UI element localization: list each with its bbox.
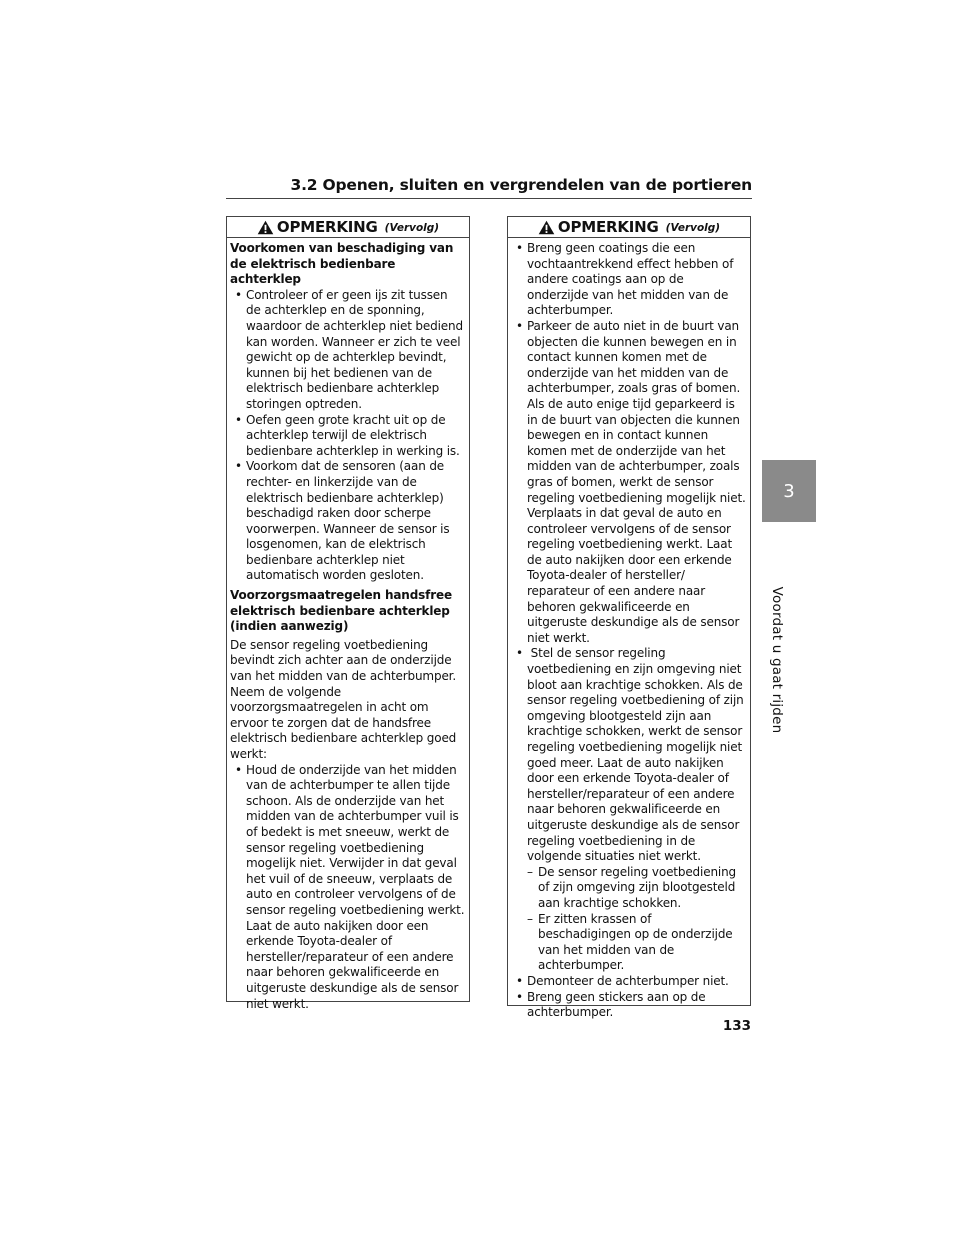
header-rule <box>226 198 752 199</box>
bullet-list <box>230 763 465 1013</box>
note-title: OPMERKING <box>557 218 659 236</box>
note-continued: (Vervolg) <box>384 222 440 234</box>
dash-list <box>527 865 746 974</box>
note-box-left <box>226 216 470 1011</box>
list-item: • Voorkom dat de sensoren (aan de rechter- en linkerzijde van de elektrisch bedienbare achterklep) beschadigd raken door scherpe voorwerpen. Wanneer de sensor is losgenomen, kan de elektrisch bedienbare achterklep niet automatisch worden gesloten. <box>230 459 465 584</box>
note-header <box>508 217 750 238</box>
list-item: • Breng geen stickers aan op de achterbumper. <box>511 990 746 1021</box>
subheading: Voorzorgsmaatregelen handsfree elektrisch bedienbare achterklep (indien aanwezig) <box>230 588 452 634</box>
page-number: 133 <box>722 1018 751 1034</box>
list-item-text: Stel de sensor regeling voetbediening en zijn omgeving niet bloot aan krachtige schokken. Als de sensor regeling voetbediening of zijn omgeving blootgesteld zijn aan krachtige schokken, werkt de sensor regeling voetbediening mogelijk niet goed meer. Laat de auto nakijken door een erkende Toyota-dealer of hersteller/reparateur of een andere naar behoren gekwalificeerde en uitgeruste deskundige als de sensor regeling voetbediening in de volgende situaties niet werkt. <box>527 646 744 864</box>
list-item: • Controleer of er geen ijs zit tussen de achterklep en de sponning, waardoor de achterklep niet bediend kan worden. Wanneer er zich te veel gewicht op de achterklep bevindt, kunnen bij het bedienen van de elektrisch bedienbare achterklep storingen optreden. <box>230 288 465 413</box>
note-box-right <box>507 216 751 1020</box>
warning-triangle-icon <box>257 220 274 235</box>
warning-triangle-icon <box>538 220 555 235</box>
bullet-list <box>511 241 746 1021</box>
dash-item: – De sensor regeling voetbediening of zijn omgeving zijn blootgesteld aan krachtige schokken. <box>527 865 746 912</box>
note-continued: (Vervolg) <box>665 222 721 234</box>
list-item: • Demonteer de achterbumper niet. <box>511 974 746 990</box>
subheading: Voorkomen van beschadiging van de elektrisch bedienbare achterklep <box>230 241 454 287</box>
list-item: • Parkeer de auto niet in de buurt van objecten die kunnen bewegen en in contact kunnen komen met de onderzijde van het midden van de achterbumper, zoals gras of bomen. Als de auto enige tijd geparkeerd is in de buurt van objecten die kunnen bewegen en in contact kunnen komen met de onderzijde van het midden van de achterbumper, zoals gras of bomen, werkt de sensor regeling voetbediening mogelijk niet. Verplaats in dat geval de auto en controleer vervolgens of de sensor regeling voetbediening werkt. Laat de auto nakijken door een erkende Toyota-dealer of hersteller/ reparateur of een andere naar behoren gekwalificeerde en uitgeruste deskundige als de sensor niet werkt. <box>511 319 746 646</box>
note-title: OPMERKING <box>276 218 378 236</box>
section-title: 3.2 Openen, sluiten en vergrendelen van de portieren <box>290 176 752 194</box>
list-item <box>511 646 746 973</box>
bullet-list <box>230 288 465 584</box>
running-header <box>226 176 752 200</box>
list-item: • Breng geen coatings die een vochtaantrekkend effect hebben of andere coatings aan op de onderzijde van het midden van de achterbumper. <box>511 241 746 319</box>
list-item: • Houd de onderzijde van het midden van de achterbumper te allen tijde schoon. Als de onderzijde van het midden van de achterbumper vuil is of bedekt is met sneeuw, werkt de sensor regeling voetbediening mogelijk niet. Verwijder in dat geval het vuil of de sneeuw, verplaats de auto en controleer vervolgens of de sensor regeling voetbediening werkt. Laat de auto nakijken door een erkende Toyota-dealer of hersteller/reparateur of een andere naar behoren gekwalificeerde en uitgeruste deskundige als de sensor niet werkt. <box>230 763 465 1013</box>
chapter-label: Voordat u gaat rijden <box>769 586 785 734</box>
chapter-tab <box>762 460 816 522</box>
list-item: • Oefen geen grote kracht uit op de achterklep terwijl de elektrisch bedienbare achterklep in werking is. <box>230 413 465 460</box>
chapter-number: 3 <box>783 480 795 502</box>
note-body <box>227 238 469 1012</box>
note-body <box>508 238 750 1021</box>
dash-item: – Er zitten krassen of beschadigingen op de onderzijde van het midden van de achterbumper. <box>527 912 746 974</box>
note-header <box>227 217 469 238</box>
body-paragraph: De sensor regeling voetbediening bevindt zich achter aan de onderzijde van het midden van de achterbumper. Neem de volgende voorzorgsmaatregelen in acht om ervoor te zorgen dat de handsfree elektrisch bedienbare achterklep goed werkt: <box>230 637 457 761</box>
